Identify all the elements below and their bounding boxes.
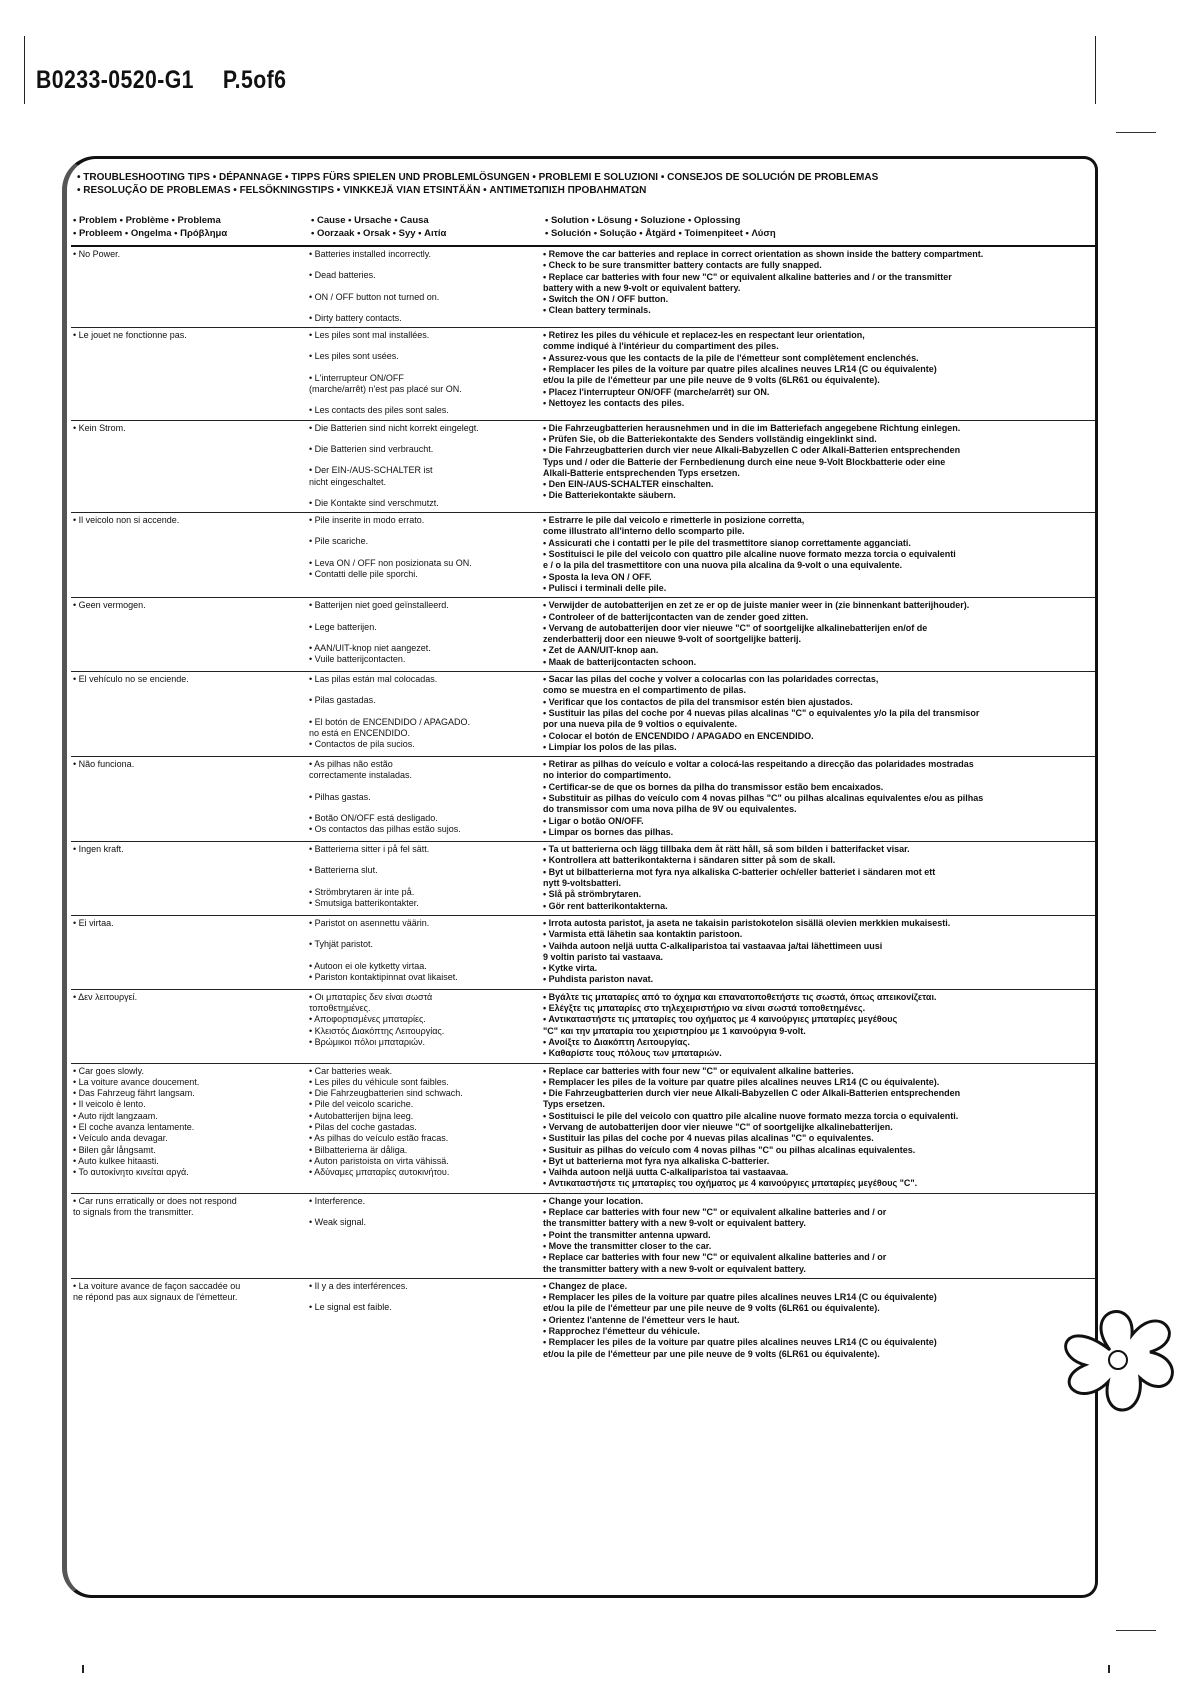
solution-cell-item: • Nettoyez les contacts des piles.	[543, 397, 685, 408]
problem-cell	[71, 515, 309, 594]
solution-cell-item: • Αντικαταστήστε τις μπαταρίες του οχήματος με 4 καινούργιες μπαταρίες μεγέθους "C".	[543, 1178, 918, 1189]
solution-cell-item: • Ελέγξτε τις μπαταρίες στο τηλεχειριστήριο να είναι σωστά τοποθετημένες.	[543, 1003, 866, 1014]
cause-cell-item: • Βρώμικοι πόλοι μπαταριών.	[309, 1036, 426, 1047]
cause-cell-item: • Leva ON / OFF non posizionata su ON.	[309, 557, 472, 568]
cause-cell	[309, 992, 543, 1060]
solution-cell-item: • Replace car batteries with four new "C" or equivalent alkaline batteries and / or the transmitter battery with a new 9-volt or equivalent battery.	[543, 1252, 887, 1274]
solution-cell	[543, 249, 1095, 324]
cause-cell-item: • Batterijen niet goed geïnstalleerd.	[309, 600, 449, 611]
solution-cell-item: • Remove the car batteries and replace in correct orientation as shown inside the battery compartment.	[543, 249, 984, 259]
cause-cell-item: • Les piles du véhicule sont faibles.	[309, 1076, 449, 1087]
problem-cell	[71, 249, 309, 324]
crop-mark-right	[1095, 36, 1096, 104]
solution-cell-item: • Remplacer les piles de la voiture par quatre piles alcalines neuves LR14 (C ou équivalente).	[543, 1076, 940, 1087]
solution-cell-item: • Die Fahrzeugbatterien herausnehmen und in die im Batteriefach angegebene Richtung einlegen.	[543, 422, 961, 433]
problem-cell-item: • Le jouet ne fonctionne pas.	[73, 330, 187, 341]
solution-cell-item: • Verwijder de autobatterijen en zet ze er op de juiste manier weer in (zie binnenkant batterijhouder).	[543, 600, 970, 611]
header-solution-line-1: • Solution • Lösung • Soluzione • Oplossing	[545, 215, 741, 226]
solution-cell-item: • Vervang de autobatterijen door vier nieuwe "C" of soortgelijke alkalinebatterijen en/of de zenderbatterij door een nieuwe 9-volt of soortgelijke batterij.	[543, 622, 928, 645]
header-solution-line-2: • Solución • Solução • Åtgärd • Toimenpiteet • Λύση	[545, 227, 776, 239]
table-row	[71, 915, 1095, 989]
solution-cell-item: • Assicurati che i contatti per le pile del trasmettitore sianop correttamente agganciati.	[543, 537, 911, 548]
problem-cell-item: • Kein Strom.	[73, 422, 126, 433]
solution-cell-item: • Byt ut bilbatterierna mot fyra nya alkaliska C-batterier och/eller batteriet i sändaren mot ett nytt 9-voltsbatteri.	[543, 866, 936, 889]
page-number: P.5of6	[222, 66, 287, 94]
cause-cell-item: • Contatti delle pile sporchi.	[309, 569, 418, 580]
cause-cell-item: • Die Fahrzeugbatterien sind schwach.	[309, 1088, 463, 1099]
header-cause	[311, 215, 541, 240]
solution-cell-item: • Καθαρίστε τους πόλους των μπαταριών.	[543, 1048, 722, 1059]
solution-cell-item: • Byt ut batterierna mot fyra nya alkaliska C-batterier.	[543, 1155, 770, 1166]
header-cause-line-1: • Cause • Ursache • Causa	[311, 215, 429, 226]
cause-cell-item: • Interference.	[309, 1195, 366, 1206]
problem-cell-item: • El coche avanza lentamente.	[73, 1122, 195, 1132]
solution-cell	[543, 992, 1095, 1060]
cause-cell	[309, 1196, 543, 1275]
title-line-1: • TROUBLESHOOTING TIPS • DÉPANNAGE • TIPPS FÜRS SPIELEN UND PROBLEMLÖSUNGEN • PROBLEMI E SOLUZIONI • CONSEJOS DE SOLUCIÓN DE PROBLEMAS	[77, 172, 879, 183]
problem-cell-item: • Ingen kraft.	[73, 844, 124, 855]
solution-cell-item: • Sostituisci le pile del veicolo con quattro pile alcaline nuove formato mezza torcia o equivalenti e / o la pila del trasmettitore con una nuova pila alcalina da 9-volt o una equivalente.	[543, 549, 956, 571]
cause-cell-item: • L'interrupteur ON/OFF (marche/arrêt) n'est pas placé sur ON.	[309, 372, 462, 395]
cause-cell-item: • Weak signal.	[309, 1217, 367, 1228]
crop-mark-top-right	[1116, 132, 1156, 133]
solution-cell-item: • Zet de AAN/UIT-knop aan.	[543, 645, 659, 656]
table-row	[71, 1063, 1095, 1193]
cause-cell-item: • Οι μπαταρίες δεν είναι σωστά τοποθετημένες.	[309, 991, 433, 1014]
solution-cell-item: • Αντικαταστήστε τις μπαταρίες του οχήματος με 4 καινούργιες μπαταρίες μεγέθους "C" και την μπαταρία του χειριστηρίου με 1 καινούργια 9-volt.	[543, 1014, 898, 1036]
problem-cell	[71, 918, 309, 986]
solution-cell-item: • Vaihda autoon neljä uutta C-alkaliparistoa tai vastaavaa ja/tai lähettimeen uusi 9 voltin paristo tai vastaava.	[543, 940, 883, 962]
problem-cell	[71, 1281, 309, 1360]
cause-cell-item: • Die Batterien sind verbraucht.	[309, 443, 434, 454]
solution-cell-item: • Vaihda autoon neljä uutta C-alkaliparistoa tai vastaavaa.	[543, 1167, 789, 1178]
cause-cell	[309, 515, 543, 594]
cause-cell-item: • Car batteries weak.	[309, 1065, 393, 1076]
problem-cell-item: • Το αυτοκίνητο κινείται αργά.	[73, 1167, 189, 1178]
cause-cell-item: • Pilhas gastas.	[309, 791, 371, 802]
document-id	[36, 66, 286, 95]
problem-cell	[71, 1066, 309, 1190]
table-row	[71, 597, 1095, 671]
cause-cell-item: • Smutsiga batterikontakter.	[309, 898, 419, 909]
solution-cell-item: • Die Fahrzeugbatterien durch vier neue Alkali-Babyzellen C oder Alkali-Batterien entsprechenden Typs und / oder die Batterie der Fernbedienung durch eine neue 9-Volt Blockbatterie oder eine Alkali-Batterie entsprechenden Typs ersetzen.	[543, 445, 961, 478]
solution-cell-item: • Move the transmitter closer to the car.	[543, 1240, 712, 1251]
problem-cell-item: • Il veicolo è lento.	[73, 1099, 146, 1110]
solution-cell-item: • Βγάλτε τις μπαταρίες από το όχημα και επανατοποθετήστε τις σωστά, όπως απεικονίζεται.	[543, 991, 937, 1002]
problem-cell-item: • La voiture avance doucement.	[73, 1076, 200, 1087]
cause-cell-item: • As pilhas do veículo estão fracas.	[309, 1133, 449, 1144]
solution-cell-item: • Limpar os bornes das pilhas.	[543, 826, 674, 837]
crop-mark-left	[24, 36, 25, 104]
solution-cell-item: • Replace car batteries with four new "C" or equivalent alkaline batteries and / or the transmitter battery with a new 9-volt or equivalent battery.	[543, 271, 952, 293]
solution-cell-item: • Maak de batterijcontacten schoon.	[543, 656, 697, 667]
header-problem	[73, 215, 308, 240]
cause-cell	[309, 1281, 543, 1360]
problem-cell-item: • Car goes slowly.	[73, 1065, 145, 1076]
problem-cell-item: • Il veicolo non si accende.	[73, 515, 180, 526]
problem-cell-item: • Auto rijdt langzaam.	[73, 1110, 158, 1121]
solution-cell-item: • Change your location.	[543, 1195, 644, 1206]
solution-cell-item: • Irrota autosta paristot, ja aseta ne takaisin paristokotelon sisällä olevien merkkien mukaisesti.	[543, 917, 951, 928]
solution-cell-item: • Varmista että lähetin saa kontaktin paristoon.	[543, 929, 743, 940]
solution-cell-item: • Substituir as pilhas do veículo com 4 novas pilhas "C" ou pilhas alcalinas equivalentes e/ou as pilhas do transmissor com uma nova pilha de 9V ou equivalentes.	[543, 792, 984, 815]
problem-cell	[71, 330, 309, 416]
solution-cell-item: • Pulisci i terminali delle pile.	[543, 582, 667, 593]
solution-cell	[543, 1281, 1095, 1360]
problem-cell-item: • Veículo anda devagar.	[73, 1133, 168, 1144]
solution-cell-item: • Remplacer les piles de la voiture par quatre piles alcalines neuves LR14 (C ou équivalente) et/ou la pile de l'émetteur par une pile neuve de 9 volts (6LR61 ou équivalente).	[543, 1337, 937, 1359]
cause-cell-item: • Les piles sont usées.	[309, 351, 399, 362]
table-row	[71, 756, 1095, 841]
cause-cell-item: • Strömbrytaren är inte på.	[309, 886, 415, 897]
cause-cell-item: • Vuile batterijcontacten.	[309, 654, 406, 665]
solution-cell-item: • Ligar o botão ON/OFF.	[543, 815, 644, 826]
cause-cell-item: • Pile scariche.	[309, 536, 369, 547]
solution-cell-item: • Sostituisci le pile del veicolo con quattro pile alcaline nuove formato mezza torcia o equivalenti.	[543, 1110, 959, 1121]
cause-cell	[309, 249, 543, 324]
problem-cell-item: • Car runs erratically or does not respond to signals from the transmitter.	[73, 1195, 237, 1218]
solution-cell-item: • Kytke virta.	[543, 963, 598, 974]
cause-cell-item: • Dirty battery contacts.	[309, 312, 402, 323]
solution-cell-item: • Gör rent batterikontakterna.	[543, 900, 668, 911]
problem-cell-item: • No Power.	[73, 249, 121, 259]
cause-cell-item: • Autobatterijen bijna leeg.	[309, 1110, 414, 1121]
solution-cell-item: • Den EIN-/AUS-SCHALTER einschalten.	[543, 479, 714, 490]
problem-cell	[71, 992, 309, 1060]
cause-cell	[309, 600, 543, 668]
solution-cell-item: • Sacar las pilas del coche y volver a colocarlas con las polaridades correctas, como se muestra en el compartimento de pilas.	[543, 674, 879, 696]
cause-cell	[309, 1066, 543, 1190]
cause-cell-item: • Batteries installed incorrectly.	[309, 249, 432, 259]
cause-cell-item: • Batterierna sitter i på fel sätt.	[309, 844, 430, 855]
solution-cell-item: • Prüfen Sie, ob die Batteriekontakte des Senders vollständig eingeklinkt sind.	[543, 433, 877, 444]
solution-cell-item: • Rapprochez l'émetteur du véhicule.	[543, 1326, 700, 1337]
problem-cell-item: • Ei virtaa.	[73, 917, 114, 928]
solution-cell	[543, 515, 1095, 594]
solution-cell-item: • Sustituir las pilas del coche por 4 nuevas pilas alcalinas "C" o equivalentes y/o la pila del transmisor por una nueva pila de 9 voltios o equivalente.	[543, 707, 980, 730]
problem-cell-item: • Δεν λειτουργεί.	[73, 991, 138, 1002]
problem-cell-item: • El vehículo no se enciende.	[73, 674, 189, 685]
table-row	[71, 989, 1095, 1063]
cause-cell	[309, 674, 543, 753]
solution-cell	[543, 674, 1095, 753]
cause-cell-item: • ON / OFF button not turned on.	[309, 291, 440, 302]
solution-cell-item: • Die Batteriekontakte säubern.	[543, 490, 676, 501]
cause-cell-item: • Pile inserite in modo errato.	[309, 515, 425, 526]
table-row	[71, 245, 1095, 327]
cause-cell-item: • Κλειστός Διακόπτης Λειτουργίας.	[309, 1025, 445, 1036]
cause-cell-item: • Autoon ei ole kytketty virtaa.	[309, 960, 427, 971]
cause-cell	[309, 423, 543, 509]
header-cause-line-2: • Oorzaak • Orsak • Syy • Αιτία	[311, 227, 447, 239]
problem-cell-item: • La voiture avance de façon saccadée ou ne répond pas aux signaux de l'émetteur.	[73, 1280, 241, 1303]
table-row	[71, 841, 1095, 915]
cause-cell-item: • Auton paristoista on virta vähissä.	[309, 1155, 449, 1166]
problem-cell	[71, 844, 309, 912]
cause-cell-item: • Dead batteries.	[309, 270, 376, 281]
cause-cell-item: • Die Batterien sind nicht korrekt eingelegt.	[309, 422, 479, 433]
solution-cell-item: • Verificar que los contactos de pila del transmisor estén bien ajustados.	[543, 696, 853, 707]
solution-cell	[543, 600, 1095, 668]
cause-cell-item: • Las pilas están mal colocadas.	[309, 674, 438, 685]
cause-cell-item: • Les contacts des piles sont sales.	[309, 405, 449, 416]
solution-cell-item: • Estrarre le pile dal veicolo e rimetterle in posizione corretta, come illustrato all'interno dello scomparto pile.	[543, 515, 805, 537]
panel-title	[77, 171, 1087, 197]
solution-cell-item: • Switch the ON / OFF button.	[543, 294, 669, 305]
cause-cell-item: • Αδύναμες μπαταρίες αυτοκινήτου.	[309, 1167, 450, 1178]
solution-cell-item: • Sposta la leva ON / OFF.	[543, 571, 652, 582]
solution-cell	[543, 844, 1095, 912]
cause-cell-item: • Die Kontakte sind verschmutzt.	[309, 497, 439, 508]
problem-cell-item: • Das Fahrzeug fährt langsam.	[73, 1088, 195, 1099]
solution-cell	[543, 1196, 1095, 1275]
cause-cell	[309, 330, 543, 416]
solution-cell-item: • Kontrollera att batterikontakterna i sändaren sitter på som de skall.	[543, 855, 836, 866]
solution-cell-item: • Replace car batteries with four new "C" or equivalent alkaline batteries.	[543, 1065, 854, 1076]
troubleshooting-panel	[62, 156, 1098, 1598]
cause-cell-item: • Pilas gastadas.	[309, 695, 376, 706]
solution-cell-item: • Changez de place.	[543, 1280, 628, 1291]
solution-cell-item: • Slå på strömbrytaren.	[543, 889, 642, 900]
solution-cell-item: • Ta ut batterierna och lägg tillbaka dem åt rätt håll, så som bilden i batterifacket visar.	[543, 844, 910, 855]
cause-cell-item: • Contactos de pila sucios.	[309, 739, 415, 750]
solution-cell	[543, 759, 1095, 838]
cause-cell	[309, 918, 543, 986]
solution-cell	[543, 423, 1095, 509]
cause-cell-item: • AAN/UIT-knop niet aangezet.	[309, 642, 431, 653]
cause-cell-item: • Pariston kontaktipinnat ovat likaiset.	[309, 971, 458, 982]
cause-cell-item: • As pilhas não estão correctamente instaladas.	[309, 759, 413, 781]
problem-cell	[71, 674, 309, 753]
problem-cell-item: • Auto kulkee hitaasti.	[73, 1155, 159, 1166]
solution-cell-item: • Susituir as pilhas do veículo com 4 novas pilhas "C" ou pilhas alcalinas equivalentes.	[543, 1144, 916, 1155]
cause-cell-item: • Pilas del coche gastadas.	[309, 1122, 417, 1132]
cause-cell	[309, 844, 543, 912]
troubleshooting-table	[71, 245, 1095, 1363]
problem-cell-item: • Não funciona.	[73, 759, 135, 770]
cause-cell-item: • Il y a des interférences.	[309, 1280, 408, 1291]
tick-mark	[82, 1665, 84, 1673]
cause-cell-item: • Batterierna slut.	[309, 865, 378, 876]
solution-cell-item: • Retirar as pilhas do veículo e voltar a colocá-las respeitando a direcção das polaridades mostradas no interior do compartimento.	[543, 759, 974, 781]
solution-cell-item: • Assurez-vous que les contacts de la pile de l'émetteur sont complètement enclenchés.	[543, 352, 919, 363]
cause-cell-item: • Botão ON/OFF está desligado.	[309, 812, 438, 823]
cause-cell-item: • Le signal est faible.	[309, 1302, 392, 1313]
table-row	[71, 420, 1095, 512]
header-solution	[545, 215, 1095, 240]
cause-cell-item: • Os contactos das pilhas estão sujos.	[309, 824, 461, 835]
cause-cell-item: • Pile del veicolo scariche.	[309, 1099, 414, 1110]
solution-cell-item: • Retirez les piles du véhicule et replacez-les en respectant leur orientation, comme indiqué à l'intérieur du compartiment des piles.	[543, 330, 865, 352]
cause-cell-item: • Bilbatterierna är dåliga.	[309, 1144, 408, 1155]
table-row	[71, 1193, 1095, 1278]
solution-cell-item: • Sustituir las pilas del coche por 4 nuevas pilas alcalinas "C" o equivalentes.	[543, 1133, 874, 1144]
solution-cell-item: • Remplacer les piles de la voiture par quatre piles alcalines neuves LR14 (C ou équivalente) et/ou la pile de l'émetteur par une pile neuve de 9 volts (6LR61 ou équivalente).	[543, 364, 937, 386]
solution-cell-item: • Colocar el botón de ENCENDIDO / APAGADO en ENCENDIDO.	[543, 730, 814, 741]
solution-cell-item: • Placez l'interrupteur ON/OFF (marche/arrêt) sur ON.	[543, 386, 770, 397]
solution-cell-item: • Point the transmitter antenna upward.	[543, 1229, 711, 1240]
header-problem-line-2: • Probleem • Ongelma • Πρόβλημα	[73, 227, 228, 239]
problem-cell	[71, 423, 309, 509]
table-row	[71, 1278, 1095, 1363]
title-line-2: • RESOLUÇÃO DE PROBLEMAS • FELSÖKNINGSTIPS • VINKKEJÄ VIAN ETSINTÄÄN • ΑΝΤΙΜΕΤΩΠΙΣΗ ΠΡΟΒΛΗΜΑΤΩΝ	[77, 185, 647, 196]
table-row	[71, 512, 1095, 597]
problem-cell-item: • Bilen går långsamt.	[73, 1144, 156, 1155]
cause-cell-item: • Les piles sont mal installées.	[309, 330, 430, 341]
table-row	[71, 327, 1095, 419]
problem-cell	[71, 759, 309, 838]
solution-cell-item: • Controleer of de batterijcontacten van de zender goed zitten.	[543, 611, 809, 622]
solution-cell	[543, 918, 1095, 986]
solution-cell-item: • Remplacer les piles de la voiture par quatre piles alcalines neuves LR14 (C ou équivalente) et/ou la pile de l'émetteur par une pile neuve de 9 volts (6LR61 ou équivalente).	[543, 1292, 937, 1314]
crop-mark-bottom-right	[1116, 1630, 1156, 1631]
solution-cell-item: • Replace car batteries with four new "C" or equivalent alkaline batteries and / or the transmitter battery with a new 9-volt or equivalent battery.	[543, 1207, 887, 1229]
cause-cell-item: • Der EIN-/AUS-SCHALTER ist nicht eingeschaltet.	[309, 465, 433, 487]
solution-cell-item: • Ανοίξτε το Διακόπτη Λειτουργίας.	[543, 1036, 690, 1047]
header-problem-line-1: • Problem • Problème • Problema	[73, 215, 221, 226]
solution-cell-item: • Orientez l'antenne de l'émetteur vers le haut.	[543, 1314, 740, 1325]
solution-cell-item: • Puhdista pariston navat.	[543, 974, 654, 985]
problem-cell	[71, 600, 309, 668]
cause-cell-item: • Paristot on asennettu väärin.	[309, 917, 430, 928]
cause-cell-item: • Tyhjät paristot.	[309, 939, 374, 950]
solution-cell-item: • Clean battery terminals.	[543, 305, 651, 316]
problem-cell	[71, 1196, 309, 1275]
cause-cell-item: • El botón de ENCENDIDO / APAGADO. no está en ENCENDIDO.	[309, 716, 471, 738]
document-code: B0233-0520-G1	[36, 66, 194, 94]
solution-cell-item: • Die Fahrzeugbatterien durch vier neue Alkali-Babyzellen C oder Alkali-Batterien entsprechenden Typs ersetzen.	[543, 1088, 961, 1110]
cause-cell-item: • Αποφορτισμένες μπαταρίες.	[309, 1014, 426, 1025]
flower-decoration-icon	[1040, 1290, 1188, 1430]
table-row	[71, 671, 1095, 756]
solution-cell-item: • Certificar-se de que os bornes da pilha do transmissor estão bem encaixados.	[543, 781, 884, 792]
cause-cell	[309, 759, 543, 838]
solution-cell	[543, 330, 1095, 416]
problem-cell-item: • Geen vermogen.	[73, 600, 146, 611]
solution-cell-item: • Limpiar los polos de las pilas.	[543, 741, 677, 752]
solution-cell	[543, 1066, 1095, 1190]
tick-mark	[1108, 1665, 1110, 1673]
solution-cell-item: • Check to be sure transmitter battery contacts are fully snapped.	[543, 260, 822, 271]
cause-cell-item: • Lege batterijen.	[309, 621, 377, 632]
solution-cell-item: • Vervang de autobatterijen door vier nieuwe "C" of soortgelijke alkalinebatterijen.	[543, 1122, 893, 1132]
